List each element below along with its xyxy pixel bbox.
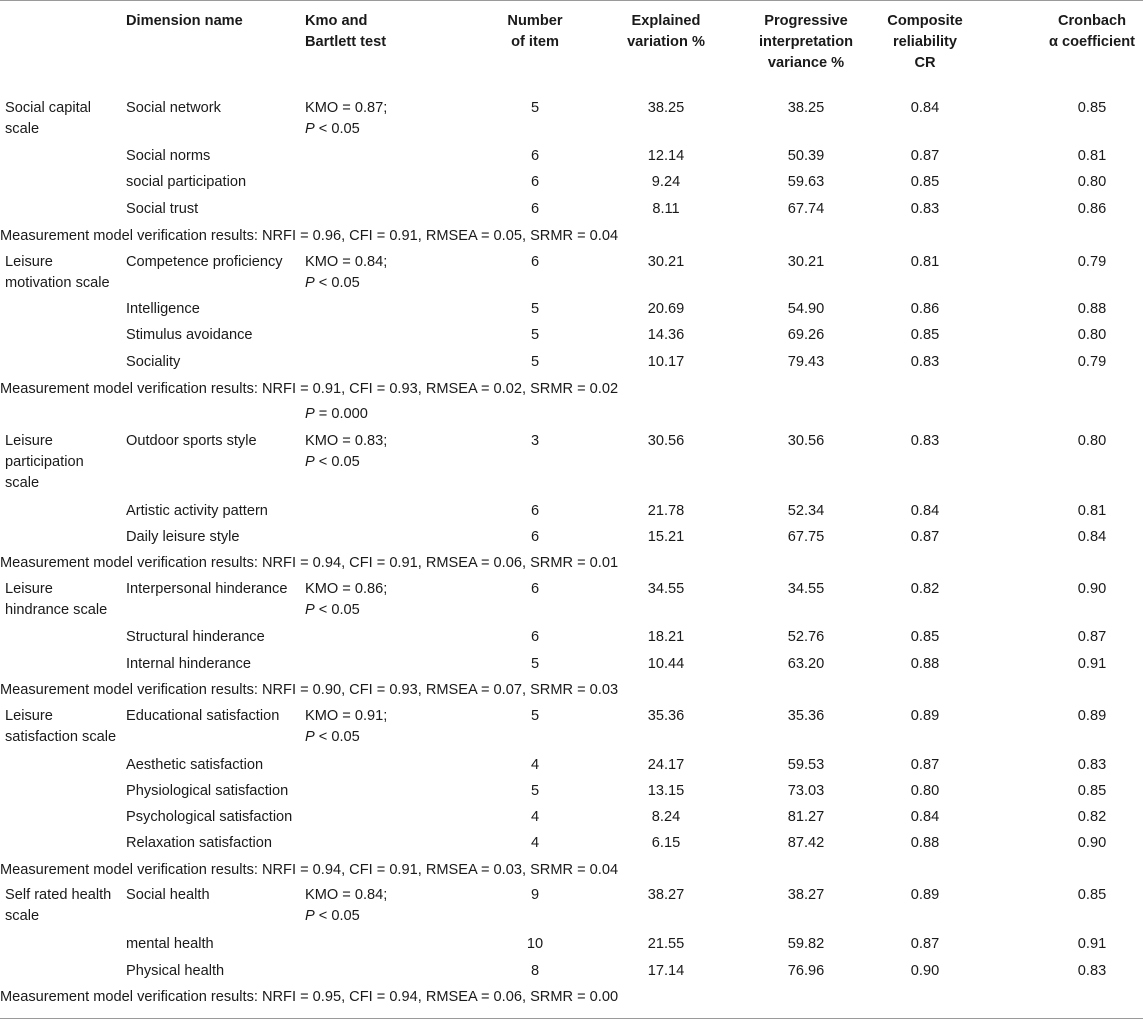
header-progressive-line: variance % xyxy=(767,55,845,71)
scale-name-line: satisfaction scale xyxy=(5,729,117,745)
explained-variation: 24.17 xyxy=(647,757,685,773)
item-count: 5 xyxy=(530,327,540,343)
explained-variation: 14.36 xyxy=(647,327,685,343)
scale-name-line: Leisure xyxy=(5,254,53,270)
kmo-p-value: P < 0.05 xyxy=(305,602,360,618)
cronbach-alpha: 0.85 xyxy=(1077,100,1107,116)
dimension-name: Competence proficiency xyxy=(126,254,283,270)
cronbach-alpha: 0.81 xyxy=(1077,148,1107,164)
composite-reliability: 0.85 xyxy=(910,174,940,190)
dimension-name: Social network xyxy=(126,100,221,116)
progressive-variance: 34.55 xyxy=(787,581,825,597)
explained-variation: 8.11 xyxy=(652,201,680,217)
explained-variation: 17.14 xyxy=(647,963,685,979)
cronbach-alpha: 0.80 xyxy=(1077,174,1107,190)
item-count: 8 xyxy=(530,963,540,979)
header-explained-line: Explained xyxy=(631,13,701,29)
cronbach-alpha: 0.90 xyxy=(1077,835,1107,851)
scale-name-line: scale xyxy=(5,475,40,491)
composite-reliability: 0.87 xyxy=(910,936,940,952)
progressive-variance: 30.56 xyxy=(787,433,825,449)
composite-reliability: 0.84 xyxy=(910,503,940,519)
header-cr-line: Composite xyxy=(887,13,963,29)
explained-variation: 21.55 xyxy=(647,936,685,952)
composite-reliability: 0.88 xyxy=(910,656,940,672)
item-count: 5 xyxy=(530,708,540,724)
dimension-name: Relaxation satisfaction xyxy=(126,835,273,851)
scale-name-line: Social capital xyxy=(5,100,91,116)
item-count: 5 xyxy=(530,656,540,672)
header-cr-line: CR xyxy=(914,55,936,71)
explained-variation: 10.17 xyxy=(647,354,685,370)
composite-reliability: 0.83 xyxy=(910,433,940,449)
explained-variation: 10.44 xyxy=(647,656,685,672)
composite-reliability: 0.88 xyxy=(910,835,940,851)
cronbach-alpha: 0.87 xyxy=(1077,629,1107,645)
cronbach-alpha: 0.91 xyxy=(1077,936,1107,952)
progressive-variance: 69.26 xyxy=(787,327,825,343)
composite-reliability: 0.85 xyxy=(910,327,940,343)
item-count: 5 xyxy=(530,301,540,317)
cronbach-alpha: 0.80 xyxy=(1077,327,1107,343)
progressive-variance: 38.27 xyxy=(787,887,825,903)
dimension-name: Social trust xyxy=(126,201,199,217)
scale-name-line: Leisure xyxy=(5,581,53,597)
cronbach-alpha: 0.83 xyxy=(1077,757,1107,773)
explained-variation: 6.15 xyxy=(651,835,681,851)
progressive-variance: 67.75 xyxy=(787,529,825,545)
composite-reliability: 0.82 xyxy=(910,581,940,597)
explained-variation: 15.21 xyxy=(647,529,685,545)
composite-reliability: 0.83 xyxy=(910,354,940,370)
progressive-variance: 59.82 xyxy=(787,936,825,952)
dimension-name: Physical health xyxy=(126,963,225,979)
item-count: 6 xyxy=(530,529,540,545)
cronbach-alpha: 0.84 xyxy=(1077,529,1107,545)
dimension-name: Educational satisfaction xyxy=(126,708,280,724)
kmo-p-value: P < 0.05 xyxy=(305,908,360,924)
explained-variation: 34.55 xyxy=(647,581,685,597)
dimension-name: Structural hinderance xyxy=(126,629,265,645)
measurement-summary: Measurement model verification results: NRFI = 0.90, CFI = 0.93, RMSEA = 0.07, SRMR = 0.03 xyxy=(0,682,619,698)
explained-variation: 18.21 xyxy=(647,629,685,645)
header-kmo-line: Bartlett test xyxy=(305,34,387,50)
scale-name-line: scale xyxy=(5,121,40,137)
cronbach-alpha: 0.83 xyxy=(1077,963,1107,979)
progressive-variance: 63.20 xyxy=(787,656,825,672)
cronbach-alpha: 0.82 xyxy=(1077,809,1107,825)
explained-variation: 30.56 xyxy=(647,433,685,449)
item-count: 6 xyxy=(530,254,540,270)
scale-name-line: Self rated health xyxy=(5,887,112,903)
composite-reliability: 0.80 xyxy=(910,783,940,799)
composite-reliability: 0.84 xyxy=(910,100,940,116)
explained-variation: 35.36 xyxy=(647,708,685,724)
item-count: 6 xyxy=(530,503,540,519)
measurement-summary: Measurement model verification results: NRFI = 0.91, CFI = 0.93, RMSEA = 0.02, SRMR = 0.02 xyxy=(0,381,619,397)
item-count: 5 xyxy=(530,783,540,799)
explained-variation: 30.21 xyxy=(647,254,685,270)
header-alpha-line: Cronbach xyxy=(1057,13,1127,29)
dimension-name: Psychological satisfaction xyxy=(126,809,293,825)
composite-reliability: 0.89 xyxy=(910,708,940,724)
explained-variation: 21.78 xyxy=(647,503,685,519)
extra-p-value: P = 0.000 xyxy=(305,406,368,422)
scale-name-line: Leisure xyxy=(5,708,53,724)
bottom-rule xyxy=(0,1018,1143,1019)
item-count: 6 xyxy=(530,629,540,645)
dimension-name: mental health xyxy=(126,936,214,952)
measurement-summary: Measurement model verification results: NRFI = 0.96, CFI = 0.91, RMSEA = 0.05, SRMR = 0.04 xyxy=(0,228,619,244)
explained-variation: 13.15 xyxy=(647,783,685,799)
measurement-summary: Measurement model verification results: NRFI = 0.94, CFI = 0.91, RMSEA = 0.03, SRMR = 0.04 xyxy=(0,862,619,878)
progressive-variance: 35.36 xyxy=(787,708,825,724)
progressive-variance: 73.03 xyxy=(787,783,825,799)
composite-reliability: 0.87 xyxy=(910,148,940,164)
cronbach-alpha: 0.80 xyxy=(1077,433,1107,449)
dimension-name: Social health xyxy=(126,887,210,903)
progressive-variance: 38.25 xyxy=(787,100,825,116)
dimension-name: Intelligence xyxy=(126,301,200,317)
header-kmo-line: Kmo and xyxy=(305,13,368,29)
kmo-value: KMO = 0.91; xyxy=(305,708,388,724)
progressive-variance: 76.96 xyxy=(787,963,825,979)
item-count: 6 xyxy=(530,581,540,597)
cronbach-alpha: 0.86 xyxy=(1077,201,1107,217)
progressive-variance: 52.34 xyxy=(787,503,825,519)
dimension-name: Internal hinderance xyxy=(126,656,251,672)
item-count: 6 xyxy=(530,148,540,164)
cronbach-alpha: 0.85 xyxy=(1077,783,1107,799)
item-count: 4 xyxy=(530,809,540,825)
cronbach-alpha: 0.89 xyxy=(1077,708,1107,724)
explained-variation: 9.24 xyxy=(651,174,681,190)
composite-reliability: 0.89 xyxy=(910,887,940,903)
item-count: 10 xyxy=(526,936,544,952)
cronbach-alpha: 0.79 xyxy=(1077,254,1107,270)
kmo-p-value: P < 0.05 xyxy=(305,121,360,137)
kmo-value: KMO = 0.87; xyxy=(305,100,388,116)
item-count: 3 xyxy=(530,433,540,449)
header-explained-line: variation % xyxy=(627,34,705,50)
measurement-summary: Measurement model verification results: NRFI = 0.94, CFI = 0.91, RMSEA = 0.06, SRMR = 0.01 xyxy=(0,555,619,571)
progressive-variance: 52.76 xyxy=(787,629,825,645)
composite-reliability: 0.90 xyxy=(910,963,940,979)
dimension-name: Artistic activity pattern xyxy=(126,503,268,519)
composite-reliability: 0.83 xyxy=(910,201,940,217)
progressive-variance: 59.53 xyxy=(787,757,825,773)
composite-reliability: 0.85 xyxy=(910,629,940,645)
kmo-value: KMO = 0.84; xyxy=(305,887,388,903)
scale-name-line: Leisure xyxy=(5,433,53,449)
kmo-value: KMO = 0.86; xyxy=(305,581,388,597)
header-alpha-line: α coefficient xyxy=(1048,34,1135,50)
scale-name-line: motivation scale xyxy=(5,275,110,291)
cronbach-alpha: 0.85 xyxy=(1077,887,1107,903)
dimension-name: Stimulus avoidance xyxy=(126,327,253,343)
dimension-name: Social norms xyxy=(126,148,211,164)
cronbach-alpha: 0.81 xyxy=(1077,503,1107,519)
dimension-name: Outdoor sports style xyxy=(126,433,257,449)
kmo-value: KMO = 0.84; xyxy=(305,254,388,270)
item-count: 4 xyxy=(530,757,540,773)
dimension-name: social participation xyxy=(126,174,247,190)
cronbach-alpha: 0.88 xyxy=(1077,301,1107,317)
progressive-variance: 54.90 xyxy=(787,301,825,317)
dimension-name: Sociality xyxy=(126,354,181,370)
composite-reliability: 0.86 xyxy=(910,301,940,317)
item-count: 4 xyxy=(530,835,540,851)
item-count: 6 xyxy=(530,174,540,190)
header-progressive-line: interpretation xyxy=(758,34,854,50)
item-count: 6 xyxy=(530,201,540,217)
item-count: 5 xyxy=(530,100,540,116)
header-cr-line: reliability xyxy=(892,34,958,50)
kmo-p-value: P < 0.05 xyxy=(305,275,360,291)
composite-reliability: 0.81 xyxy=(910,254,940,270)
header-dimension-name: Dimension name xyxy=(126,13,243,29)
header-progressive-line: Progressive xyxy=(764,13,848,29)
explained-variation: 38.27 xyxy=(647,887,685,903)
dimension-name: Daily leisure style xyxy=(126,529,240,545)
cronbach-alpha: 0.91 xyxy=(1077,656,1107,672)
explained-variation: 38.25 xyxy=(647,100,685,116)
header-items-line: of item xyxy=(511,34,559,50)
explained-variation: 12.14 xyxy=(647,148,685,164)
scale-name-line: participation xyxy=(5,454,84,470)
progressive-variance: 87.42 xyxy=(787,835,825,851)
dimension-name: Physiological satisfaction xyxy=(126,783,289,799)
composite-reliability: 0.87 xyxy=(910,529,940,545)
item-count: 5 xyxy=(530,354,540,370)
kmo-p-value: P < 0.05 xyxy=(305,454,360,470)
progressive-variance: 79.43 xyxy=(787,354,825,370)
progressive-variance: 67.74 xyxy=(787,201,825,217)
explained-variation: 20.69 xyxy=(647,301,685,317)
cronbach-alpha: 0.79 xyxy=(1077,354,1107,370)
scale-name-line: scale xyxy=(5,908,40,924)
progressive-variance: 50.39 xyxy=(787,148,825,164)
scale-name-line: hindrance scale xyxy=(5,602,108,618)
dimension-name: Interpersonal hinderance xyxy=(126,581,288,597)
cronbach-alpha: 0.90 xyxy=(1077,581,1107,597)
measurement-summary: Measurement model verification results: NRFI = 0.95, CFI = 0.94, RMSEA = 0.06, SRMR = 0.00 xyxy=(0,989,619,1005)
progressive-variance: 81.27 xyxy=(787,809,825,825)
composite-reliability: 0.84 xyxy=(910,809,940,825)
dimension-name: Aesthetic satisfaction xyxy=(126,757,264,773)
progressive-variance: 59.63 xyxy=(787,174,825,190)
progressive-variance: 30.21 xyxy=(787,254,825,270)
top-rule xyxy=(0,0,1143,1)
composite-reliability: 0.87 xyxy=(910,757,940,773)
explained-variation: 8.24 xyxy=(651,809,681,825)
kmo-value: KMO = 0.83; xyxy=(305,433,388,449)
header-items-line: Number xyxy=(507,13,563,29)
item-count: 9 xyxy=(530,887,540,903)
kmo-p-value: P < 0.05 xyxy=(305,729,360,745)
